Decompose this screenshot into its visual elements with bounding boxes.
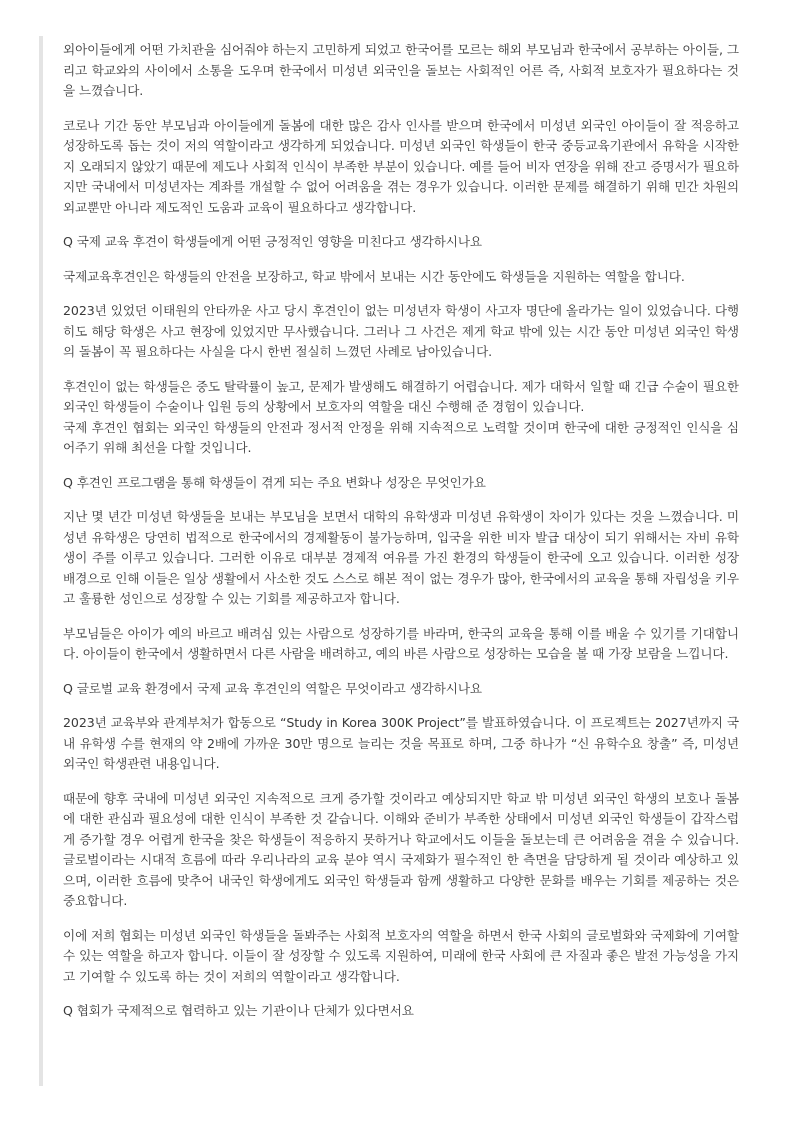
interview-question: Q 협회가 국제적으로 협력하고 있는 기관이나 단체가 있다면서요 xyxy=(63,1003,414,1018)
article-body xyxy=(63,40,739,1036)
left-margin-rule xyxy=(39,36,43,1086)
interview-question: Q 글로벌 교육 환경에서 국제 교육 후견인의 역할은 무엇이라고 생각하시나요 xyxy=(63,680,482,696)
paragraph: 2023년 교육부와 관계부처가 합동으로 “Study in Korea 300K Project”를 발표하였습니다. 이 프로젝트는 2027년까지 국내 유학생 수를 현재의 약 2배에 가까운 30만 명으로 늘리는 것을 목표로 하며, 그중 하나가 “신 유학수요 창출” 즉, 미성년 외국인 학생관련 내용입니다. xyxy=(63,715,739,771)
paragraph: 2023년 있었던 이태원의 안타까운 사고 당시 후견인이 없는 미성년자 학생이 사고자 명단에 올라가는 일이 있었습니다. 다행히도 해당 학생은 사고 현장에 있었지만 무사했습니다. 그러나 그 사건은 제게 학교 밖에 있는 시간 동안 미성년 외국인 학생의 돌봄이 꼭 필요하다는 사실을 다시 한번 절실히 느꼈던 사례로 남아있습니다. xyxy=(63,303,739,359)
paragraph: 코로나 기간 동안 부모님과 아이들에게 돌봄에 대한 많은 감사 인사를 받으며 한국에서 미성년 외국인 아이들이 잘 적응하고 성장하도록 돕는 것이 저의 역할이라고 생각하게 되었습니다. 미성년 외국인 학생들이 한국 중등교육기관에서 유학을 시작한 지 오래되지 않았기 때문에 제도나 사회적 인식이 부족한 부분이 있습니다. 예를 들어 비자 연장을 위해 잔고 증명서가 필요하지만 국내에서 미성년자는 계좌를 개설할 수 없어 어려움을 겪는 경우가 있습니다. 이러한 문제를 해결하기 위해 민간 차원의 외교뿐만 아니라 제도적인 도움과 교육이 필요하다고 생각합니다. xyxy=(63,117,739,215)
interview-question: Q 후견인 프로그램을 통해 학생들이 겪게 되는 주요 변화나 성장은 무엇인가요 xyxy=(63,474,486,490)
paragraph: 부모님들은 아이가 예의 바르고 배려심 있는 사람으로 성장하기를 바라며, 한국의 교육을 통해 이를 배울 수 있기를 기대합니다. 아이들이 한국에서 생활하면서 다른 사람을 배려하고, 예의 바른 사람으로 성장하는 모습을 볼 때 가장 보람을 느낍니다. xyxy=(63,625,739,661)
paragraph: 이에 저희 협회는 미성년 외국인 학생들을 돌봐주는 사회적 보호자의 역할을 하면서 한국 사회의 글로벌화와 국제화에 기여할 수 있는 역할을 하고자 합니다. 이들이 잘 성장할 수 있도록 지원하여, 미래에 한국 사회에 큰 자질과 좋은 발전 가능성을 가지고 기여할 수 있도록 하는 것이 저희의 역할이라고 생각합니다. xyxy=(63,927,739,984)
paragraph: 때문에 향후 국내에 미성년 외국인 지속적으로 크게 증가할 것이라고 예상되지만 학교 밖 미성년 외국인 학생의 보호나 돌봄에 대한 관심과 필요성에 대한 인식이 부족한 것 같습니다. 이해와 준비가 부족한 상태에서 미성년 외국인 학생들이 갑작스럽게 증가할 경우 어렵게 한국을 찾은 학생들이 적응하지 못하거나 학교에서도 이들을 돌보는데 큰 어려움을 겪을 수 있습니다. 글로벌이라는 시대적 흐름에 따라 우리나라의 교육 분야 역시 국제화가 필수적인 한 측면을 담당하게 될 것이라 예상하고 있으며, 이러한 흐름에 맞추어 내국인 학생에게도 외국인 학생들과 함께 생활하고 다양한 문화를 배우는 기회를 제공하는 것은 중요합니다. xyxy=(63,790,739,908)
paragraph: 국제교육후견인은 학생들의 안전을 보장하고, 학교 밖에서 보내는 시간 동안에도 학생들을 지원하는 역할을 합니다. xyxy=(63,268,685,284)
paragraph: 외아이들에게 어떤 가치관을 심어줘야 하는지 고민하게 되었고 한국어를 모르는 해외 부모님과 한국에서 공부하는 아이들, 그리고 학교와의 사이에서 소통을 도우며 한국에서 미성년 외국인을 돌보는 사회적인 어른 즉, 사회적 보호자가 필요하다는 것을 느꼈습니다. xyxy=(63,42,739,98)
paragraph: 후견인이 없는 학생들은 중도 탈락률이 높고, 문제가 발생해도 해결하기 어렵습니다. 제가 대학서 일할 때 긴급 수술이 필요한 외국인 학생들이 수술이나 입원 등의 상황에서 보호자의 역할을 대신 수행해 준 경험이 있습니다. 국제 후견인 협회는 외국인 학생들의 안전과 정서적 안정을 위해 지속적으로 노력할 것이며 한국에 대한 긍정적인 인식을 심어주기 위해 최선을 다할 것입니다. xyxy=(63,378,739,455)
paragraph: 지난 몇 년간 미성년 학생들을 보내는 부모님을 보면서 대학의 유학생과 미성년 유학생이 차이가 있다는 것을 느꼈습니다. 미성년 유학생은 당연히 법적으로 한국에서의 경제활동이 불가능하며, 입국을 위한 비자 발급 대상이 되기 위해서는 자비 유학생이 주를 이루고 있습니다. 그러한 이유로 대부분 경제적 여유를 가진 환경의 학생들이 한국에 오고 있습니다. 이러한 성장 배경으로 인해 이들은 일상 생활에서 사소한 것도 스스로 해본 적이 없는 경우가 많아, 한국에서의 교육을 통해 자립성을 키우고 훌륭한 성인으로 성장할 수 있는 기회를 제공하고자 합니다. xyxy=(63,509,739,606)
interview-question: Q 국제 교육 후견이 학생들에게 어떤 긍정적인 영향을 미친다고 생각하시나요 xyxy=(63,234,482,249)
